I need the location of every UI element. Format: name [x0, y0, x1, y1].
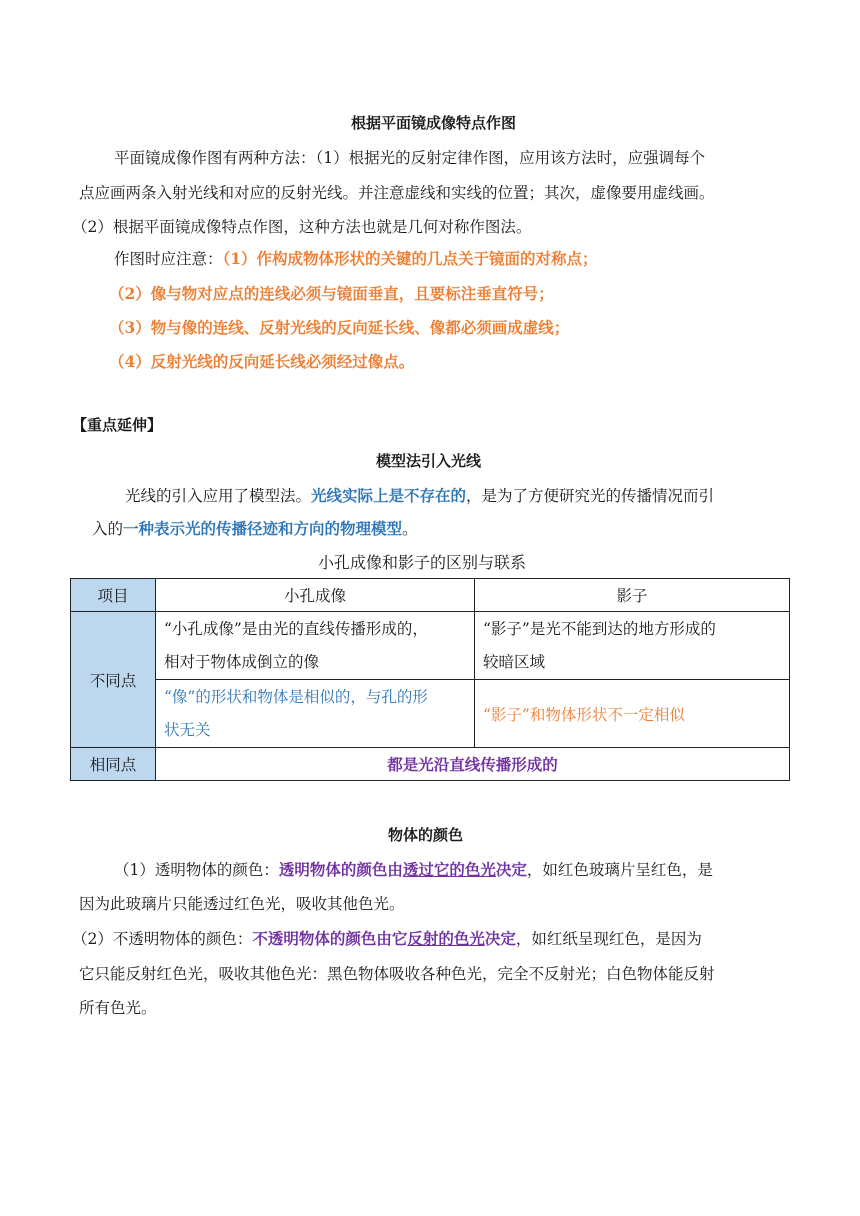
table-cell [156, 612, 475, 680]
table-header-cell: 影子 [475, 579, 790, 612]
cell-line: 相对于物体成倒立的像 [164, 652, 320, 671]
highlight-text: 光线实际上是不存在的 [311, 486, 467, 505]
paragraph-line [92, 517, 418, 539]
table-cell: 都是光沿直线传播形成的 [156, 748, 790, 781]
paragraph-line: （2）根据平面镜成像特点作图，这种方法也就是几何对称作图法。 [72, 218, 532, 236]
section-title-light-model: 模型法引入光线 [376, 452, 482, 470]
cell-line: “像”的形状和物体是相似的，与孔的形 [164, 687, 428, 706]
highlight-text: 透过它的色光 [402, 860, 496, 879]
note-prefix: 作图时应注意： [114, 250, 223, 268]
table-row [71, 612, 790, 680]
table-header-row [71, 579, 790, 612]
paragraph-line [125, 484, 714, 506]
table-cell [475, 612, 790, 680]
row-label-same: 相同点 [71, 748, 156, 781]
paragraph-line: 它只能反射红色光，吸收其他色光：黑色物体吸收各种色光，完全不反射光；白色物体能反射 [79, 965, 715, 983]
note-item: （3）物与像的连线、反射光线的反向延长线、像都必须画成虚线； [109, 318, 570, 337]
cell-line: “影子”是光不能到达的地方形成的 [483, 619, 716, 638]
text-run: （1）透明物体的颜色： [114, 861, 279, 879]
comparison-table [70, 578, 790, 781]
section-tag: 【重点延伸】 [72, 416, 163, 434]
section-title-mirror-drawing: 根据平面镜成像特点作图 [351, 114, 517, 132]
text-run: （2）不透明物体的颜色： [72, 930, 253, 948]
text-run: 。 [402, 520, 418, 538]
note-item: （2）像与物对应点的连线必须与镜面垂直，且要标注垂直符号； [109, 284, 554, 303]
table-row [71, 748, 790, 781]
cell-line: 状无关 [164, 720, 211, 739]
table-caption: 小孔成像和影子的区别与联系 [318, 553, 527, 572]
highlight-text: 决定 [484, 929, 516, 948]
paragraph-line: 点应画两条入射光线和对应的反射光线。并注意虚线和实线的位置；其次，虚像要用虚线画。 [79, 184, 715, 202]
text-run: 入的 [92, 520, 124, 538]
note-item: （4）反射光线的反向延长线必须经过像点。 [109, 352, 415, 371]
paragraph-line: 平面镜成像作图有两种方法：（1）根据光的反射定律作图，应用该方法时，应强调每个 [114, 149, 706, 167]
paragraph-line: 所有色光。 [79, 999, 157, 1017]
note-line-1 [114, 247, 598, 269]
text-run: ，如红色玻璃片呈红色，是 [526, 861, 713, 879]
table-cell: “影子”和物体形状不一定相似 [475, 680, 790, 748]
highlight-text: 决定 [495, 860, 527, 879]
highlight-text: 一种表示光的传播径迹和方向的物理模型 [123, 519, 403, 538]
paragraph-line [72, 927, 702, 949]
table-row [71, 680, 790, 748]
paragraph-line [114, 858, 713, 880]
highlight-text: 反射的色光 [407, 929, 485, 948]
table-cell [156, 680, 475, 748]
section-title-object-color: 物体的颜色 [388, 826, 464, 844]
table-header-cell: 小孔成像 [156, 579, 475, 612]
text-run: 光线的引入应用了模型法。 [125, 487, 312, 505]
note-item: （1）作构成物体形状的关键的几点关于镜面的对称点； [222, 249, 598, 268]
table-header-cell: 项目 [71, 579, 156, 612]
cell-line: “小孔成像”是由光的直线传播形成的， [164, 619, 428, 638]
cell-line: 较暗区域 [483, 652, 546, 671]
text-run: ，如红纸呈现红色，是因为 [515, 930, 702, 948]
row-label-diff: 不同点 [71, 612, 156, 748]
text-run: ，是为了方便研究光的传播情况而引 [466, 487, 715, 505]
paragraph-line: 因为此玻璃片只能透过红色光，吸收其他色光。 [79, 895, 405, 913]
highlight-text: 不透明物体的颜色由它 [252, 929, 408, 948]
highlight-text: 透明物体的颜色由 [278, 860, 403, 879]
